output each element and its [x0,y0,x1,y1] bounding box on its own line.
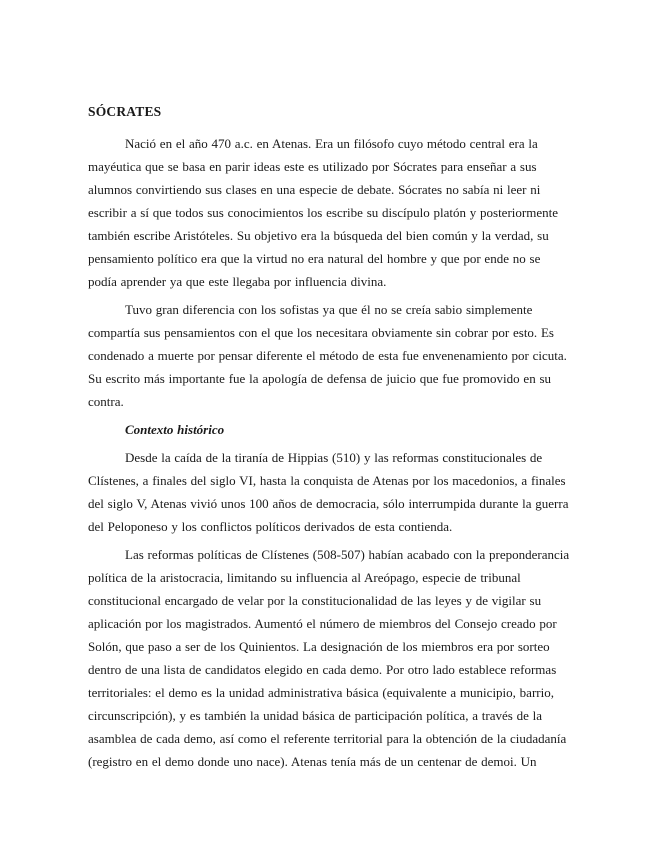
paragraph-sophists: Tuvo gran diferencia con los sofistas ya que él no se creía sabio simplemente compartía sus pensamientos con el que los necesitara obviamente sin cobrar por esto. Es condenado a muerte por pensar diferente el método de esta fue envenenamiento por cicuta. Su escrito más importante fue la apología de defensa de juicio que fue promovido en su contra. [88,302,567,409]
paragraph-reforms: Las reformas políticas de Clístenes (508-507) habían acabado con la preponderancia política de la aristocracia, limitando su influencia al Areópago, especie de tribunal constitucional encargado de velar por la constitucionalidad de las leyes y de vigilar su aplicación por los magistrados. Aumentó el número de miembros del Consejo creado por Solón, que paso a ser de los Quinientos. La designación de los miembros era por sorteo dentro de una lista de candidatos elegido en cada demo. Por otro lado establece reformas territoriales: el demo es la unidad administrativa básica (equivalente a municipio, barrio, circunscripción), y es también la unidad básica de participación política, a través de la asamblea de cada demo, así como el referente territorial para la obtención de la ciudadanía (registro en el demo donde uno nace). Atenas tenía más de un centenar de demoi. Un [88,547,570,769]
section-heading-contexto-historico: Contexto histórico [125,422,225,437]
paragraph-biography: Nació en el año 470 a.c. en Atenas. Era un filósofo cuyo método central era la mayéutica que se basa en parir ideas este es utilizado por Sócrates para enseñar a sus alumnos convirtiendo sus clases en una especie de debate. Sócrates no sabía ni leer ni escribir a sí que todos sus conocimientos los escribe su discípulo platón y posteriormente también escribe Aristóteles. Su objetivo era la búsqueda del bien común y la verdad, su pensamiento político era que la virtud no era natural del hombre y que por ende no se podía aprender ya que este llegaba por influencia divina. [88,136,558,289]
document-title: SÓCRATES [88,104,162,119]
paragraph-democracy: Desde la caída de la tiranía de Hippias (510) y las reformas constitucionales de Clístenes, a finales del siglo VI, hasta la conquista de Atenas por los macedonios, a finales del siglo V, Atenas vivió unos 100 años de democracia, sólo interrumpida durante la guerra del Peloponeso y los conflictos políticos derivados de esta contienda. [88,450,569,534]
